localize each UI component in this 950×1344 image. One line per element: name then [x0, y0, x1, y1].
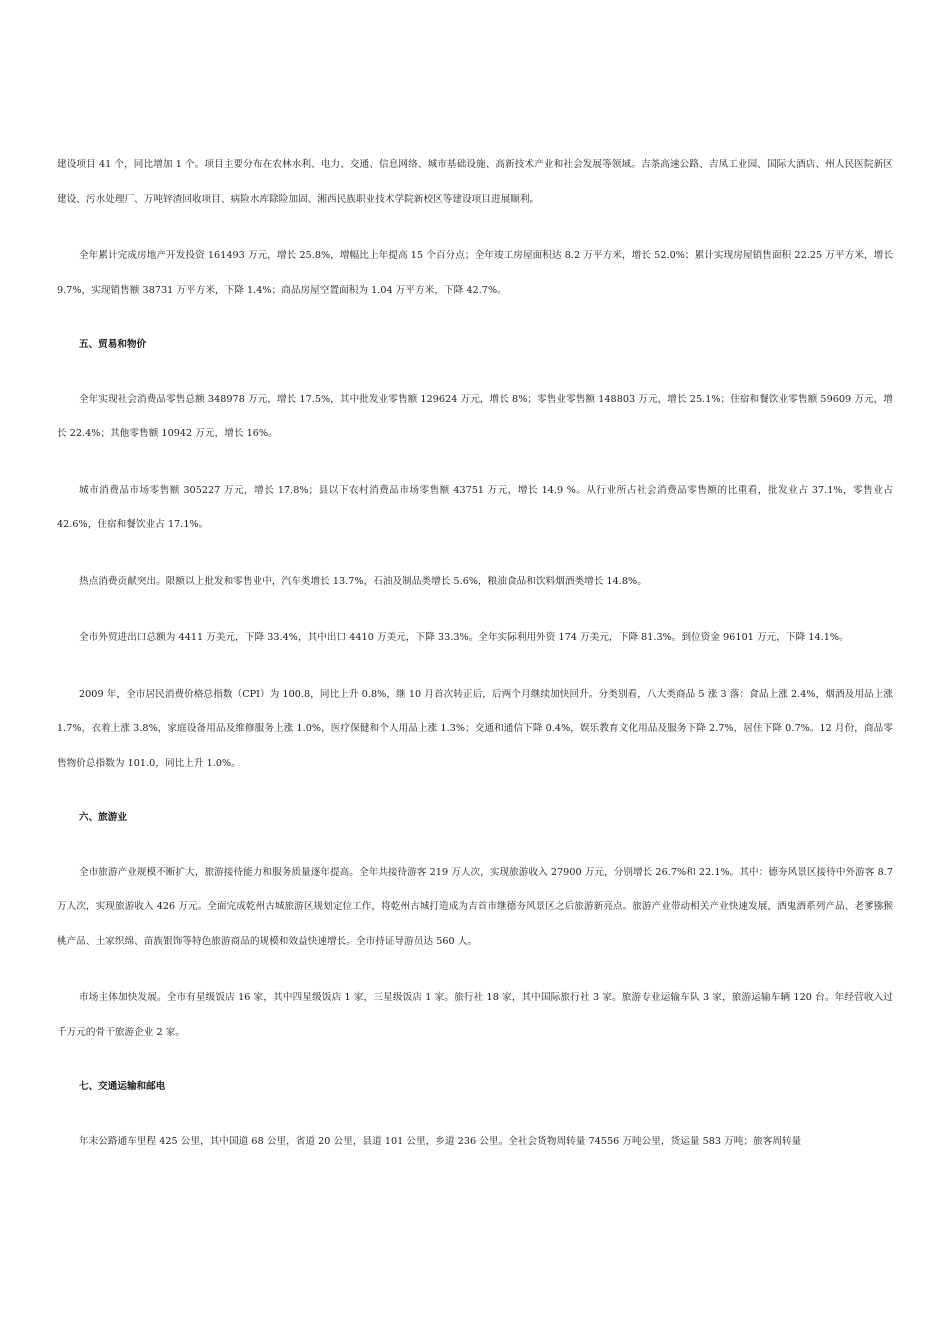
- paragraph-highway-mileage: 年末公路通车里程 425 公里，其中国道 68 公里，省道 20 公里，县道 101 公里，乡道 236 公里。全社会货物周转量 74556 万吨公里，货运量 583 万吨；旅客周转量: [79, 1135, 802, 1147]
- paragraph-retail-sales: 全年实现社会消费品零售总额 348978 万元，增长 17.5%，其中批发业零售额 129624 万元，增长 8%；零售业零售额 148803 万元，增长 25.1%；住宿和餐饮业零售额 59609 万元，增长 22.4%；其他零售额 10942 万元，增长 16%。: [57, 393, 893, 439]
- section-heading-trade-prices: 五、贸易和物价: [79, 339, 147, 350]
- section-heading-tourism: 六、旅游业: [79, 812, 127, 823]
- paragraph-urban-rural-market: 城市消费品市场零售额 305227 万元，增长 17.8%；县以下农村消费品市场零售额 43751 万元，增长 14.9 %。从行业所占社会消费品零售额的比重看，批发业占 37.1%，零售业占 42.6%，住宿和餐饮业占 17.1%。: [57, 484, 893, 530]
- paragraph-hot-consumption: 热点消费贡献突出。限额以上批发和零售业中，汽车类增长 13.7%，石油及制品类增长 5.6%，粮油食品和饮料烟酒类增长 14.8%。: [79, 575, 647, 587]
- paragraph-cpi: 2009 年，全市居民消费价格总指数（CPI）为 100.8，同比上升 0.8%，继 10 月首次转正后，后两个月继续加快回升。分类别看，八大类商品 5 涨 3 落：食品上涨 2.4%，烟酒及用品上涨 1.7%，衣着上涨 3.8%，家庭设备用品及维修服务上涨 1.0%，医疗保健和个人用品上涨 1.3%；交通和通信下降 0.4%，娱乐教育文化用品及服务下降 2.7%，居住下降 0.7%。12 月份，商品零售物价总指数为 101.0，同比上升 1.0%。: [57, 688, 893, 769]
- section-heading-transport-post: 七、交通运输和邮电: [79, 1081, 166, 1092]
- paragraph-market-entities: 市场主体加快发展。全市有星级饭店 16 家，其中四星级饭店 1 家，三星级饭店 1 家。旅行社 18 家，其中国际旅行社 3 家。旅游专业运输车队 3 家，旅游运输车辆 120 台。年经营收入过千万元的骨干旅游企业 2 家。: [57, 992, 893, 1038]
- paragraph-foreign-trade: 全市外贸进出口总额为 4411 万美元，下降 33.4%，其中出口 4410 万美元，下降 33.3%。全年实际利用外资 174 万美元，下降 81.3%。到位资金 96101 万元，下降 14.1%。: [79, 632, 849, 643]
- paragraph-real-estate: 全年累计完成房地产开发投资 161493 万元，增长 25.8%，增幅比上年提高 15 个百分点；全年竣工房屋面积达 8.2 万平方米，增长 52.0%；累计实现房屋销售面积 22.25 万平方米，增长 9.7%，实现销售额 38731 万平方米，下降 1.4%；商品房屋空置面积为 1.04 万平方米，下降 42.7%。: [57, 250, 893, 296]
- paragraph-tourism-scale: 全市旅游产业规模不断扩大，旅游接待能力和服务质量逐年提高。全年共接待游客 219 万人次，实现旅游收入 27900 万元，分别增长 26.7%和 22.1%。其中：德夯风景区接待中外游客 8.7 万人次，实现旅游收入 426 万元。全面完成乾州古城旅游区规划定位工作，将乾州古城打造成为吉首市继德夯风景区之后旅游新亮点。旅游产业带动相关产业快速发展，酒鬼酒系列产品、老爹猕猴桃产品、土家织绵、苗族银饰等特色旅游商品的规模和效益快速增长。全市持证导游员达 560 人。: [57, 866, 893, 947]
- document-body: [57, 148, 893, 1159]
- paragraph-construction-projects: 建设项目 41 个，同比增加 1 个。项目主要分布在农林水利、电力、交通、信息网络、城市基础设施、高新技术产业和社会发展等领域。吉茶高速公路、吉凤工业园、国际大酒店、州人民医院新区建设、污水处理厂、万吨锌渣回收项目、病险水库除险加固、湘西民族职业技术学院新校区等建设项目进展顺利。: [57, 159, 893, 205]
